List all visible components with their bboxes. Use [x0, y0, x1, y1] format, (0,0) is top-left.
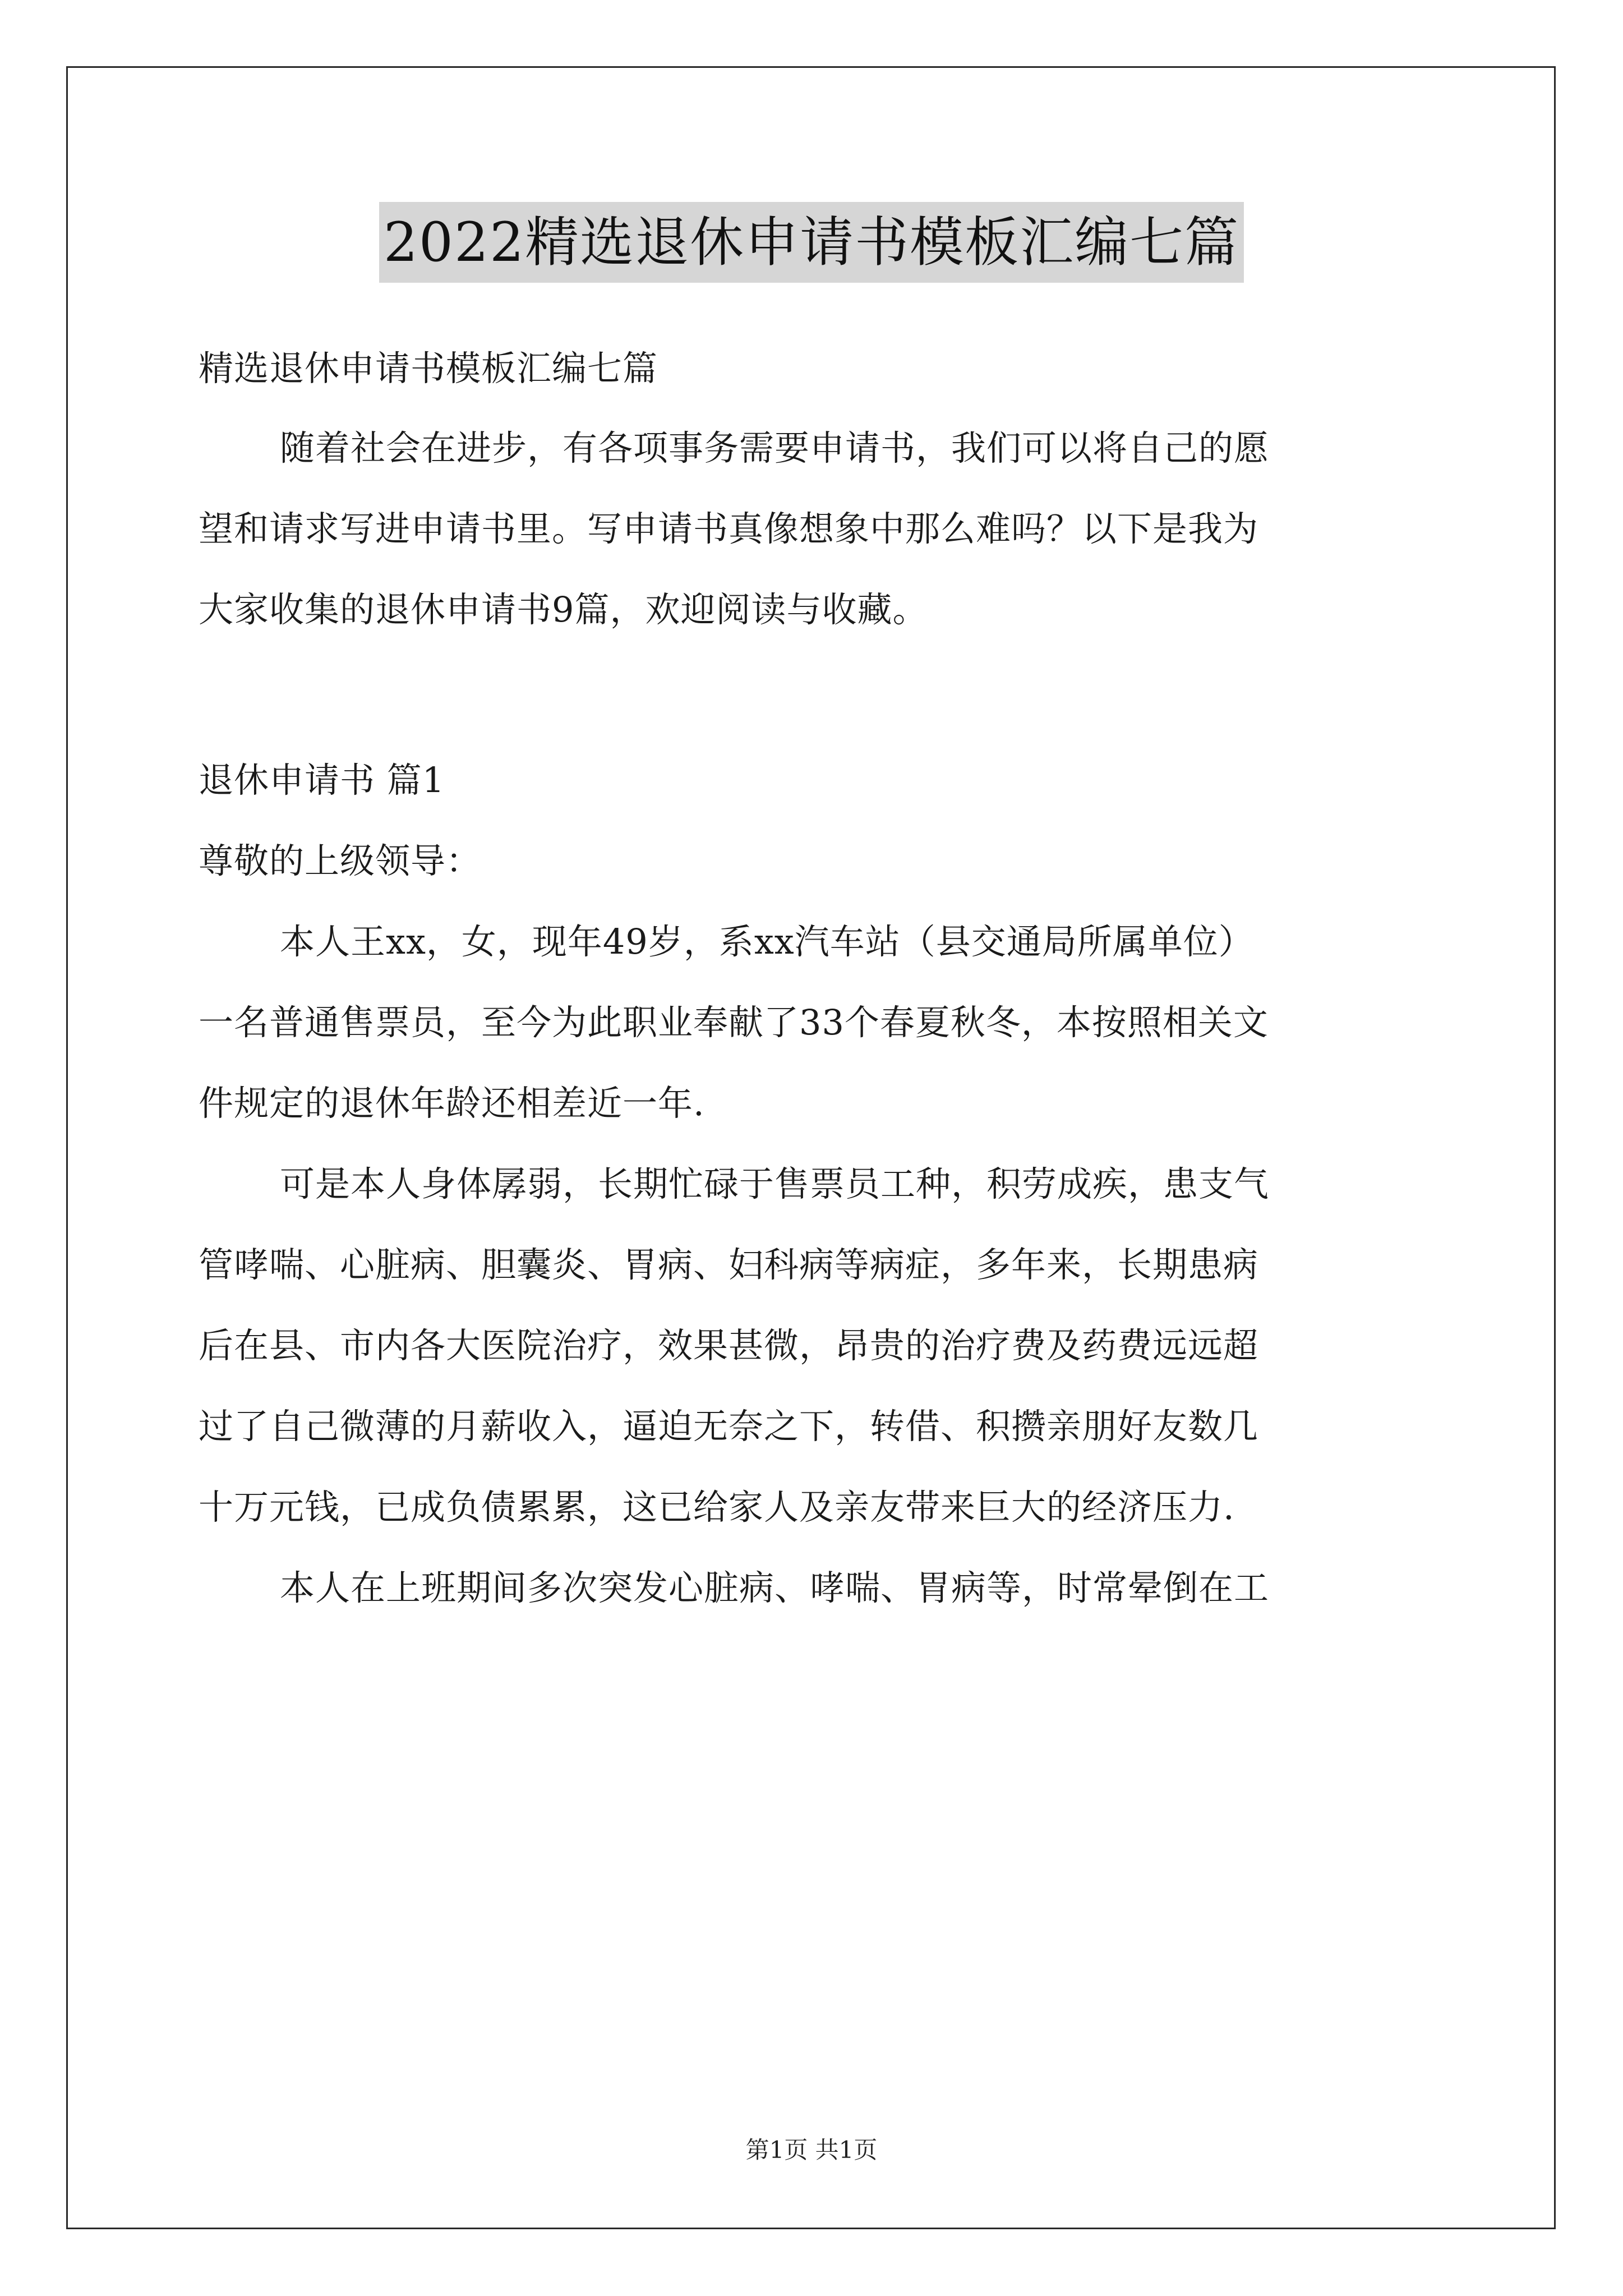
paragraph-line: 本人在上班期间多次突发心脏病、哮喘、胃病等，时常晕倒在工 [280, 1567, 1270, 1608]
document-title: 2022精选退休申请书模板汇编七篇 [379, 202, 1244, 283]
paragraph-line: 过了自己微薄的月薪收入，逼迫无奈之下，转借、积攒亲朋好友数几 [199, 1406, 1259, 1447]
paragraph-line: 可是本人身体孱弱，长期忙碌于售票员工种，积劳成疾，患支气 [280, 1163, 1270, 1204]
page-footer: 第1页 共1页 [745, 2136, 878, 2164]
intro-line: 望和请求写进申请书里。写申请书真像想象中那么难吗？以下是我为 [199, 508, 1259, 549]
intro-line: 随着社会在进步，有各项事务需要申请书，我们可以将自己的愿 [280, 427, 1270, 468]
section-heading: 退休申请书 篇1 [199, 760, 445, 800]
paragraph-line: 件规定的退休年龄还相差近一年. [199, 1083, 705, 1124]
document-body [199, 348, 1432, 1609]
intro-line: 大家收集的退休申请书9篇，欢迎阅读与收藏。 [199, 589, 928, 630]
paragraph-line: 十万元钱，已成负债累累，这已给家人及亲友带来巨大的经济压力. [199, 1487, 1235, 1527]
paragraph-line: 后在县、市内各大医院治疗，效果甚微，昂贵的治疗费及药费远远超 [199, 1325, 1259, 1366]
paragraph-line: 一名普通售票员，至今为此职业奉献了33个春夏秋冬，本按照相关文 [199, 1002, 1269, 1043]
document-subtitle: 精选退休申请书模板汇编七篇 [199, 348, 658, 389]
paragraph-line: 本人王xx，女，现年49岁，系xx汽车站（县交通局所属单位） [280, 921, 1254, 962]
paragraph-line: 管哮喘、心脏病、胆囊炎、胃病、妇科病等病症，多年来，长期患病 [199, 1244, 1259, 1285]
title-container [0, 202, 1623, 283]
salutation: 尊敬的上级领导： [199, 840, 482, 881]
